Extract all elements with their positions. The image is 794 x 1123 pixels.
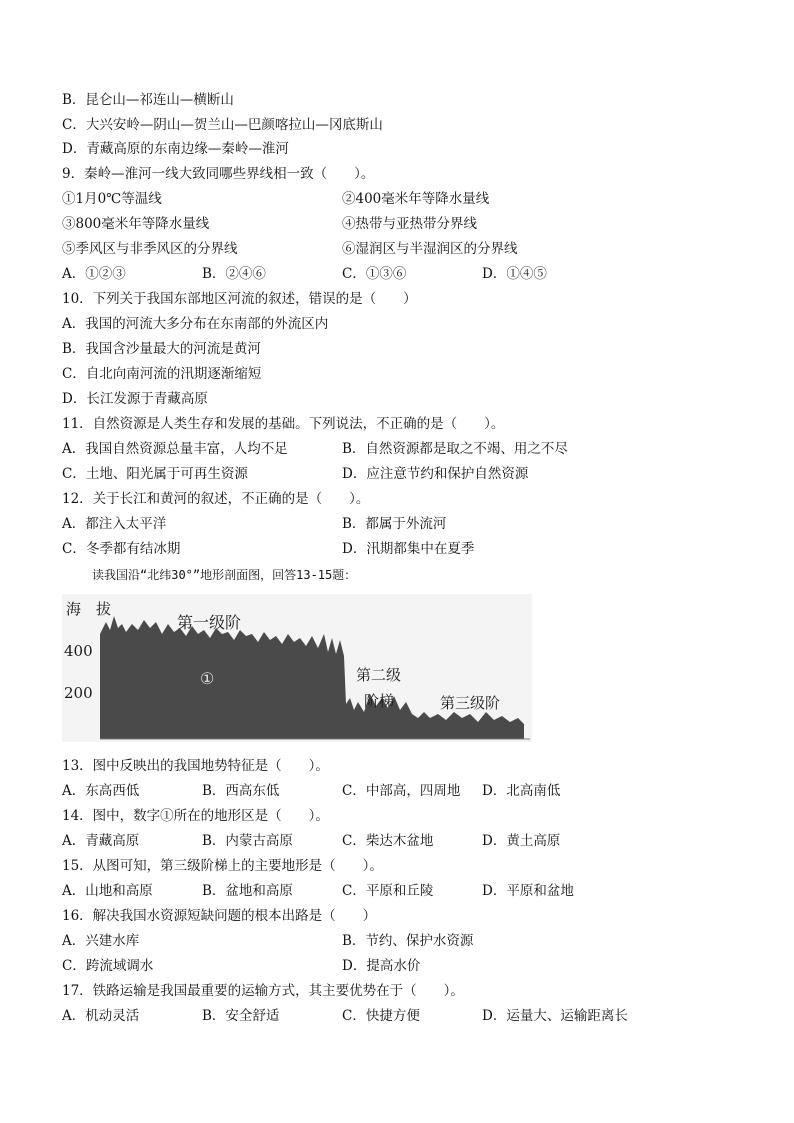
q10-stem: 10．下列关于我国东部地区河流的叙述，错误的是（ ） <box>62 291 417 307</box>
q9-option-d: D．①④⑤ <box>482 266 547 282</box>
q11-stem: 11．自然资源是人类生存和发展的基础。下列说法，不正确的是（ ）。 <box>62 416 505 432</box>
tick-400: 400 <box>64 642 93 660</box>
q9-stem: 9．秦岭—淮河一线大致同哪些界线相一致（ ）。 <box>62 166 375 182</box>
q10-option-a: A．我国的河流大多分布在东南部的外流区内 <box>62 316 329 332</box>
q12-option-c: C．冬季都有结冰期 <box>62 541 181 557</box>
step-two-label-b: 阶梯 <box>364 692 395 710</box>
q10-option-c: C．自北向南河流的汛期逐渐缩短 <box>62 366 262 382</box>
q15-option-c: C．平原和丘陵 <box>342 883 434 899</box>
q9-item-1: ①1月0℃等温线 <box>62 191 162 207</box>
q9-option-a: A．①②③ <box>62 266 126 282</box>
terrain-profile-svg <box>62 594 532 742</box>
q12-stem: 12．关于长江和黄河的叙述，不正确的是（ ）。 <box>62 491 370 507</box>
q16-option-b: B．节约、保护水资源 <box>342 933 474 949</box>
q9-item-3: ③800毫米年等降水量线 <box>62 216 210 232</box>
q14-option-d: D．黄土高原 <box>482 833 561 849</box>
q9-item-4: ④热带与亚热带分界线 <box>342 216 477 232</box>
q9-option-c: C．①③⑥ <box>342 266 407 282</box>
q17-option-b: B．安全舒适 <box>202 1008 280 1024</box>
q15-option-a: A．山地和高原 <box>62 883 153 899</box>
q14-option-c: C．柴达木盆地 <box>342 833 434 849</box>
q15-option-b: B．盆地和高原 <box>202 883 293 899</box>
q15-stem: 15．从图可知，第三级阶梯上的主要地形是（ ）。 <box>62 858 383 874</box>
q12-option-d: D．汛期都集中在夏季 <box>342 541 475 557</box>
marker-one: ① <box>200 669 215 688</box>
q14-option-a: A．青藏高原 <box>62 833 140 849</box>
q17-option-a: A．机动灵活 <box>62 1008 140 1024</box>
q17-option-c: C．快捷方便 <box>342 1008 420 1024</box>
q10-option-d: D．长江发源于青藏高原 <box>62 391 208 407</box>
q13-option-c: C．中部高，四周地 <box>342 783 461 799</box>
q12-option-b: B．都属于外流河 <box>342 516 447 532</box>
y-axis-label: 海 拔 <box>66 600 112 618</box>
step-one-label: 第一级阶 <box>177 613 242 632</box>
q11-option-b: B．自然资源都是取之不竭、用之不尽 <box>342 441 568 457</box>
q11-option-c: C．土地、阳光属于可再生资源 <box>62 466 248 482</box>
q11-option-a: A．我国自然资源总量丰富，人均不足 <box>62 441 288 457</box>
figure-caption: 读我国沿“北纬30°”地形剖面图，回答13-15题： <box>92 568 357 582</box>
q11-option-d: D．应注意节约和保护自然资源 <box>342 466 529 482</box>
q17-stem: 17．铁路运输是我国最重要的运输方式，其主要优势在于（ ）。 <box>62 983 464 999</box>
q13-option-b: B．西高东低 <box>202 783 280 799</box>
q16-stem: 16．解决我国水资源短缺问题的根本出路是（ ） <box>62 908 377 924</box>
q9-item-2: ②400毫米年等降水量线 <box>342 191 490 207</box>
q12-option-a: A．都注入太平洋 <box>62 516 167 532</box>
q14-option-b: B．内蒙古高原 <box>202 833 293 849</box>
q13-stem: 13．图中反映出的我国地势特征是（ ）。 <box>62 758 329 774</box>
q14-stem: 14．图中，数字①所在的地形区是（ ）。 <box>62 808 329 824</box>
q8-option-b: B．昆仑山—祁连山—横断山 <box>62 92 234 108</box>
q16-option-d: D．提高水价 <box>342 958 421 974</box>
q9-option-b: B．②④⑥ <box>202 266 266 282</box>
tick-200: 200 <box>64 684 93 702</box>
step-three-label: 第三级阶 <box>440 694 501 712</box>
q16-option-c: C．跨流域调水 <box>62 958 154 974</box>
step-two-label: 第二级 <box>356 666 402 684</box>
q10-option-b: B．我国含沙量最大的河流是黄河 <box>62 341 261 357</box>
q13-option-d: D．北高南低 <box>482 783 561 799</box>
q9-item-6: ⑥湿润区与半湿润区的分界线 <box>342 241 518 257</box>
q17-option-d: D．运量大、运输距离长 <box>482 1008 628 1024</box>
q13-option-a: A．东高西低 <box>62 783 140 799</box>
q16-option-a: A．兴建水库 <box>62 933 140 949</box>
q8-option-c: C．大兴安岭—阴山—贺兰山—巴颜喀拉山—冈底斯山 <box>62 117 383 133</box>
q15-option-d: D．平原和盆地 <box>482 883 574 899</box>
q8-option-d: D．青藏高原的东南边缘—秦岭—淮河 <box>62 141 289 157</box>
terrain-profile-figure <box>62 594 532 742</box>
q9-item-5: ⑤季风区与非季风区的分界线 <box>62 241 238 257</box>
